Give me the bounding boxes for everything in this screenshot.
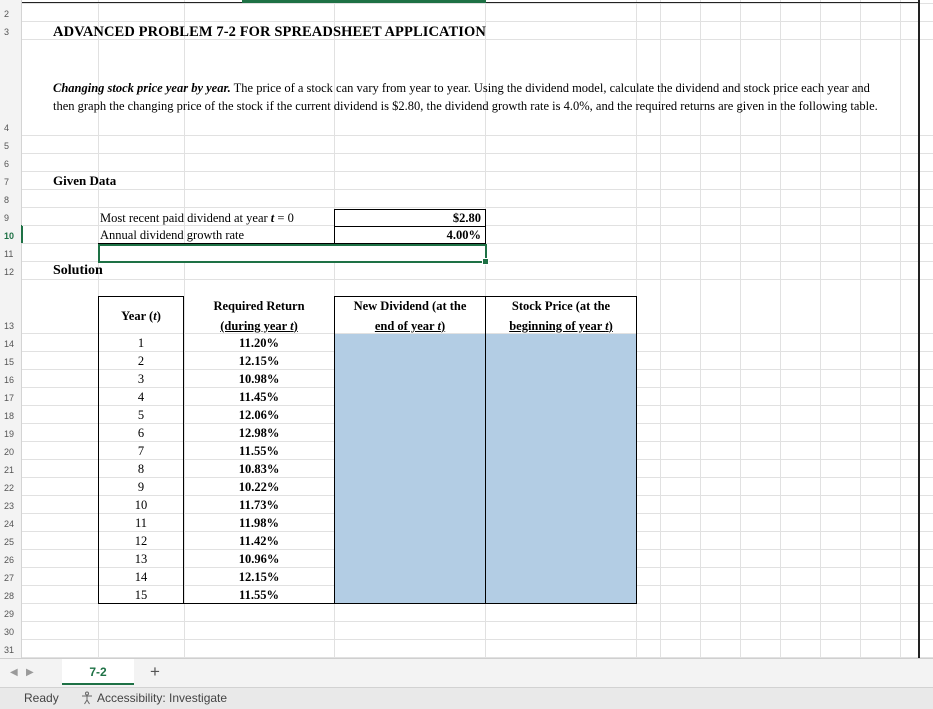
growth-rate-value-cell[interactable]: 4.00% [334, 226, 486, 244]
row-header-3[interactable]: 3 [4, 27, 10, 37]
row-header-6[interactable]: 6 [4, 159, 10, 169]
row-header-8[interactable]: 8 [4, 195, 10, 205]
status-bar [0, 687, 933, 709]
row-header-15[interactable]: 15 [4, 357, 15, 367]
row-header-25[interactable]: 25 [4, 537, 15, 547]
row-gridline [22, 279, 933, 280]
row-gridline [22, 621, 933, 622]
year-cell[interactable]: 7 [137, 444, 145, 458]
problem-description [53, 80, 893, 115]
accessibility-label: Accessibility: Investigate [97, 691, 228, 705]
sheet-tab-bar [0, 658, 933, 687]
row-gridline [22, 639, 933, 640]
row-header-24[interactable]: 24 [4, 519, 15, 529]
required-return-cell[interactable]: 11.55% [239, 588, 279, 602]
row-header-12[interactable]: 12 [4, 267, 15, 277]
row-header-19[interactable]: 19 [4, 429, 15, 439]
row-header-13[interactable]: 13 [4, 321, 15, 331]
given-data-heading: Given Data [53, 173, 117, 188]
description-body: The price of a stock can vary from year to year. Using the dividend model, calculate the dividend and stock price each year and then graph the changing price of the stock if the current dividend is $2.80, the dividend growth rate is 4.0%, and the required returns are given in the following table. [53, 81, 878, 113]
header-stock-price: Stock Price (at the beginning of year t) [509, 299, 613, 333]
row-header-17[interactable]: 17 [4, 393, 15, 403]
row-header-16[interactable]: 16 [4, 375, 15, 385]
row-header-5[interactable]: 5 [4, 141, 10, 151]
row-gridline [22, 135, 933, 136]
year-cell[interactable]: 3 [137, 372, 145, 386]
row-header-31[interactable]: 31 [4, 645, 15, 655]
required-return-cell[interactable]: 11.45% [239, 390, 279, 404]
row-header-21[interactable]: 21 [4, 465, 15, 475]
required-return-cell[interactable]: 12.15% [238, 354, 280, 368]
required-return-cell[interactable]: 11.73% [239, 498, 279, 512]
required-return-cell[interactable]: 10.96% [238, 552, 280, 566]
required-return-cell[interactable]: 11.20% [239, 336, 279, 350]
row-header-27[interactable]: 27 [4, 573, 15, 583]
header-year: Year (t) [121, 309, 161, 323]
status-ready: Ready [24, 691, 59, 705]
selected-cell[interactable] [98, 244, 487, 263]
year-cell[interactable]: 13 [134, 552, 148, 566]
year-cell[interactable]: 4 [137, 390, 145, 404]
year-cell[interactable]: 9 [137, 480, 145, 494]
dividend-label: Most recent paid dividend at year t = 0 [100, 211, 294, 225]
year-cell[interactable]: 5 [137, 408, 145, 422]
row-gridline [22, 3, 933, 4]
column-divider [485, 296, 486, 604]
sheet-title: ADVANCED PROBLEM 7-2 FOR SPREADSHEET APPLICATION [53, 24, 487, 40]
column-gridline [900, 0, 901, 658]
next-sheet-icon[interactable]: ▶ [26, 667, 34, 678]
year-cell[interactable]: 14 [134, 570, 148, 584]
row-gridline [22, 153, 933, 154]
year-cell[interactable]: 12 [134, 534, 148, 548]
year-cell[interactable]: 11 [134, 516, 148, 530]
prev-sheet-icon[interactable]: ◀ [10, 667, 18, 678]
year-cell[interactable]: 1 [137, 336, 145, 350]
new-dividend-input-range[interactable] [334, 334, 485, 604]
description-lead: Changing stock price year by year. [53, 81, 231, 95]
required-return-cell[interactable]: 10.98% [238, 372, 280, 386]
row-header-2[interactable]: 2 [4, 9, 10, 19]
print-area-right-border [918, 0, 920, 658]
row-header-20[interactable]: 20 [4, 447, 15, 457]
required-return-cell[interactable]: 11.42% [239, 534, 279, 548]
row-header-22[interactable]: 22 [4, 483, 15, 493]
column-divider [636, 296, 637, 604]
row-header-28[interactable]: 28 [4, 591, 15, 601]
row-header-18[interactable]: 18 [4, 411, 15, 421]
row-gridline [22, 189, 933, 190]
year-cell[interactable]: 10 [134, 498, 148, 512]
stock-price-input-range[interactable] [486, 334, 636, 604]
required-return-cell[interactable]: 12.98% [238, 426, 280, 440]
solution-heading: Solution [53, 263, 103, 278]
row-header-26[interactable]: 26 [4, 555, 15, 565]
row-gridline [22, 207, 933, 208]
row-gridline [22, 171, 933, 172]
column-selection-accent [242, 0, 486, 3]
column-divider [334, 296, 335, 604]
add-sheet-icon[interactable]: + [150, 662, 160, 681]
required-return-cell[interactable]: 12.15% [238, 570, 280, 584]
row-header-11[interactable]: 11 [4, 249, 14, 259]
required-return-cell[interactable]: 11.55% [239, 444, 279, 458]
row-header-10[interactable]: 10 [0, 225, 22, 243]
required-return-cell[interactable]: 10.22% [238, 480, 280, 494]
row-header-29[interactable]: 29 [4, 609, 15, 619]
dividend-value-cell[interactable]: $2.80 [334, 209, 486, 227]
row-gridline [22, 21, 933, 22]
year-cell[interactable]: 15 [134, 588, 148, 602]
accessibility-status[interactable] [80, 691, 227, 705]
row-header-14[interactable]: 14 [4, 339, 15, 349]
accessibility-icon [80, 691, 94, 705]
header-new-dividend: New Dividend (at the end of year t) [353, 299, 467, 333]
year-cell[interactable]: 6 [137, 426, 145, 440]
year-cell[interactable]: 8 [137, 462, 145, 476]
required-return-cell[interactable]: 12.06% [238, 408, 280, 422]
growth-rate-label: Annual dividend growth rate [100, 228, 245, 242]
year-cell[interactable]: 2 [137, 354, 145, 368]
sheet-tab-7-2[interactable]: 7-2 [62, 659, 134, 685]
row-header-9[interactable]: 9 [4, 213, 10, 223]
row-header-23[interactable]: 23 [4, 501, 15, 511]
row-header-30[interactable]: 30 [4, 627, 15, 637]
required-return-cell[interactable]: 10.83% [238, 462, 280, 476]
row-header-7[interactable]: 7 [4, 177, 10, 187]
required-return-cell[interactable]: 11.98% [239, 516, 279, 530]
row-header-4[interactable]: 4 [4, 123, 10, 133]
header-required-return: Required Return (during year t) [213, 299, 305, 333]
